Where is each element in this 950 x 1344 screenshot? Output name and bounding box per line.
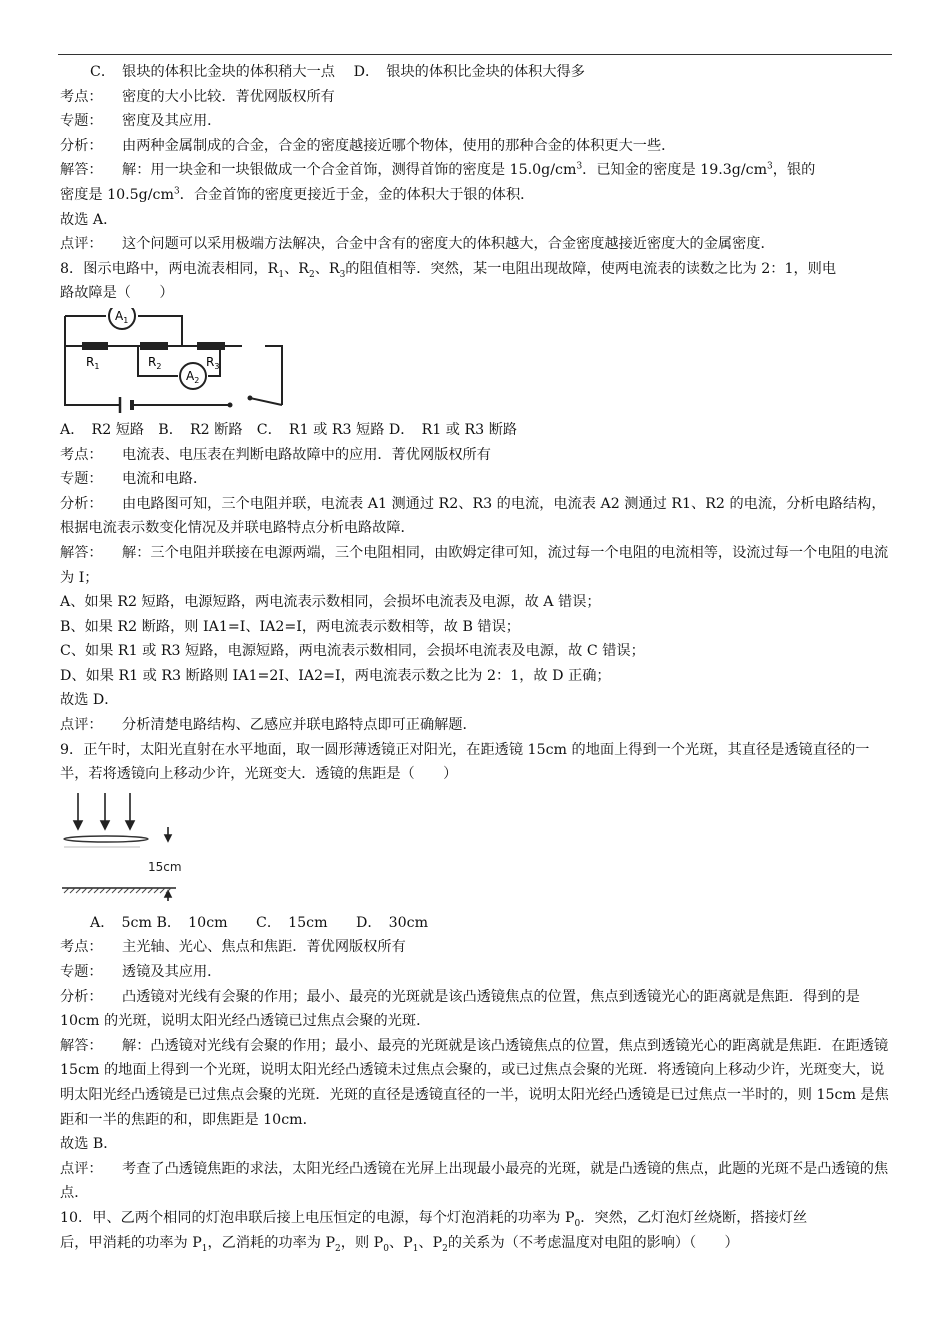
r2-label: R — [148, 354, 157, 369]
q7-zhuanti: 专题： 密度及其应用． — [60, 113, 222, 130]
a1-label: A — [115, 308, 124, 323]
r1-label: R — [86, 354, 95, 369]
r1-resistor — [82, 342, 108, 350]
q7-jieda-line2: 密度是 $10.5g/cm^3$．合金首饰的密度更接近于金，金的体积大于银的体积． — [60, 186, 535, 203]
q9-jieda: 解答： 解：凸透镜对光线有会聚的作用；最小、最亮的光斑就是该凸透镜焦点的位置，焦点到透镜光心的距离就是焦距．在距透镜 15cm 的地面上得到一个光斑，说明太阳光经凸透镜未过焦点会聚的，或已过焦点会聚的光斑．将透镜向上移动少许，光斑变大，说明太阳光经凸透镜是已过焦点会聚的光斑．光斑的直径是透镜直径的一半，说明太阳光经凸透镜是已过焦点一半时的，则 15cm 是焦距和一半的焦距的和，即焦距是 10cm． — [60, 1037, 889, 1128]
q8-line-b: B、如果 R2 断路，则 IA1=I、IA2=I，两电流表示数相等，故 B 错误； — [60, 618, 520, 635]
distance-label: 15cm — [148, 859, 182, 874]
q9-lens-figure — [60, 787, 892, 911]
q9-options: A． 5cm B． 10cm C． 15cm D． 30cm — [90, 914, 429, 931]
q8-stem-line2: 路故障是（ ） — [60, 285, 174, 302]
q7-kaodian: 考点： 密度的大小比较．菁优网版权所有 — [60, 88, 335, 105]
lens-diagram — [60, 789, 200, 913]
q8-kaodian: 考点： 电流表、电压表在判断电路故障中的应用．菁优网版权所有 — [60, 446, 491, 463]
q8-circuit-figure — [60, 306, 892, 418]
q9-zhuanti: 专题： 透镜及其应用． — [60, 964, 222, 981]
q9-fenxi: 分析： 凸透镜对光线有会聚的作用；最小、最亮的光斑就是该凸透镜焦点的位置，焦点到透镜光心的距离就是焦距．得到的是 10cm 的光斑，说明太阳光经凸透镜已过焦点会聚的光斑． — [60, 988, 860, 1030]
q8-line-d: D、如果 R1 或 R3 断路则 IA1=2I、IA2=I，两电流表示数之比为 2：1，故 D 正确； — [60, 667, 611, 684]
q8-stem-line1: 8．图示电路中，两电流表相同，$R_1$、$R_2$、$R_3$的阻值相等．突然，某一电阻出现故障，使两电流表的读数之比为 2：1，则电 — [60, 260, 837, 280]
r2-resistor — [140, 342, 168, 350]
q9-stem: 9．正午时，太阳光直射在水平地面，取一圆形薄透镜正对阳光，在距透镜 15cm 的地面上得到一个光斑，其直径是透镜直径的一半，若将透镜向上移动少许，光斑变大．透镜的焦距是（ ） — [60, 741, 870, 783]
q7-dianping: 点评： 这个问题可以采用极端方法解决，合金中含有的密度大的体积越大，合金密度越接近密度大的金属密度． — [60, 236, 775, 253]
q8-guxuan: 故选 D． — [60, 692, 119, 709]
q8-options: A． R2 短路 B． R2 断路 C． R1 或 R3 短路 D． R1 或 R3 断路 — [60, 421, 518, 438]
r3-resistor — [197, 342, 225, 350]
a2-label: A — [186, 368, 195, 383]
q7-options-cd: C． 银块的体积比金块的体积稍大一点 D． 银块的体积比金块的体积大得多 — [90, 64, 585, 80]
q8-zhuanti: 专题： 电流和电路． — [60, 471, 208, 488]
q8-jieda: 解答： 解：三个电阻并联接在电源两端，三个电阻相同，由欧姆定律可知，流过每一个电阻的电流相等，设流过每一个电阻的电流为 I； — [60, 544, 889, 586]
document-body — [60, 60, 892, 1255]
circuit-diagram — [60, 308, 290, 418]
q10-stem-line2: 后，甲消耗的功率为 $P_1$，乙消耗的功率为 $P_2$，则 $P_0$、$P_1$、$P_2$的关系为（不考虑温度对电阻的影响）（ ） — [60, 1234, 739, 1254]
svg-text:R1: $R_1$ — [86, 354, 100, 371]
q8-line-c: C、如果 R1 或 R3 短路，电源短路，两电流表示数相同，会损坏电流表及电源，故 C 错误； — [60, 643, 645, 660]
q8-line-a: A、如果 R2 短路，电源短路，两电流表示数相同，会损坏电流表及电源，故 A 错误； — [60, 594, 601, 611]
q7-guxuan: 故选 A． — [60, 211, 118, 228]
header-rule — [58, 54, 892, 55]
r3-label: R — [206, 354, 215, 369]
q9-dianping: 点评： 考查了凸透镜焦距的求法，太阳光经凸透镜在光屏上出现最小最亮的光斑，就是凸透镜的焦点，此题的光斑不是凸透镜的焦点． — [60, 1160, 889, 1202]
q7-fenxi: 分析： 由两种金属制成的合金，合金的密度越接近哪个物体，使用的那种合金的体积更大一些． — [60, 137, 676, 154]
svg-text:R2: $R_2$ — [148, 354, 162, 371]
q9-guxuan: 故选 B． — [60, 1136, 118, 1153]
q10-stem-line1: 10．甲、乙两个相同的灯泡串联后接上电压恒定的电源，每个灯泡消耗的功率为 $P_0$．突然，乙灯泡灯丝烧断，搭接灯丝 — [60, 1209, 808, 1229]
svg-text:A2: $A_2$ — [186, 368, 200, 385]
svg-text:R3: $R_3$ — [206, 354, 220, 371]
q9-kaodian: 考点： 主光轴、光心、焦点和焦距．菁优网版权所有 — [60, 939, 406, 956]
svg-text:A1: $A_1$ — [115, 308, 129, 325]
q8-dianping: 点评： 分析清楚电路结构、乙感应并联电路特点即可正确解题． — [60, 717, 477, 734]
convex-lens — [64, 836, 148, 842]
q8-fenxi: 分析： 由电路图可知，三个电阻并联，电流表 A1 测通过 R2、R3 的电流，电流表 A2 测通过 R1、R2 的电流，分析电路结构，根据电流表示数变化情况及并联电路特点分析电路故障． — [60, 495, 886, 537]
q7-jieda-line1: 解答： 解：用一块金和一块银做成一个合金首饰，测得首饰的密度是 $15.0g/cm^3$．已知金的密度是 $19.3g/cm^3$，银的 — [60, 161, 816, 179]
